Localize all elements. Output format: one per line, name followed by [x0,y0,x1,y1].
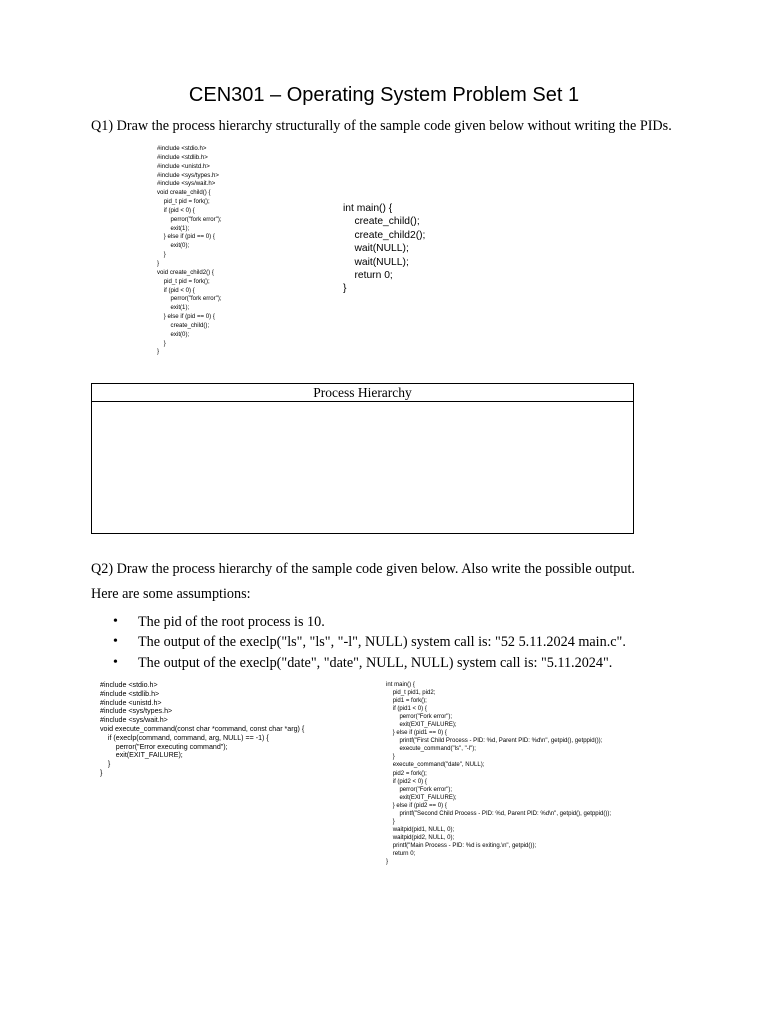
q2-code-main: int main() { pid_t pid1, pid2; pid1 = fork(); if (pid1 < 0) { perror("Fork error"); exit(EXIT_FAILURE); } else if (pid1 == 0) { printf("First Child Process - PID: %d, Parent PID: %d\n", getpid(), getppid()); execute_command("ls", "-l"); } execute_command("date", NULL); pid2 = fork(); if (pid2 < 0) { perror("Fork error"); exit(EXIT_FAILURE); } else if (pid2 == 0) { printf("Second Child Process - PID: %d, Parent PID: %d\n", getpid(), getppid()); } waitpid(pid1, NULL, 0); waitpid(pid2, NULL, 0); printf("Main Process - PID: %d is exiting.\n", getpid()); return 0; } [386,682,612,866]
assumption-item: • The output of the execlp("ls", "ls", "-l", NULL) system call is: "52 5.11.2024 main.c". [113,632,626,652]
assumptions-list [113,612,626,673]
question-1-text: Q1) Draw the process hierarchy structurally of the sample code given below without writing the PIDs. [91,118,672,134]
q1-code-functions: #include <stdio.h> #include <stdlib.h> #include <unistd.h> #include <sys/types.h> #include <sys/wait.h> void create_child() { pid_t pid = fork(); if (pid < 0) { perror("fork error"); exit(1); } else if (pid == 0) { exit(0); } } void create_child2() { pid_t pid = fork(); if (pid < 0) { perror("fork error"); exit(1); } else if (pid == 0) { create_child(); exit(0); } } [157,145,222,356]
q2-code-helpers: #include <stdio.h> #include <stdlib.h> #include <unistd.h> #include <sys/types.h> #include <sys/wait.h> void execute_command(const char *command, const char *arg) { if (execlp(command, command, arg, NULL) == -1) { perror("Error executing command"); exit(EXIT_FAILURE); } } [100,681,305,777]
document-title: CEN301 – Operating System Problem Set 1 [188,84,580,106]
q1-code-main: int main() { create_child(); create_child2(); wait(NULL); wait(NULL); return 0; } [343,203,426,295]
assumptions-intro: Here are some assumptions: [91,586,251,602]
assumption-item: • The output of the execlp("date", "date", NULL, NULL) system call is: "5.11.2024". [113,653,626,673]
assumption-item: • The pid of the root process is 10. [113,612,626,632]
process-hierarchy-title: Process Hierarchy [92,384,633,402]
question-2-text: Q2) Draw the process hierarchy of the sample code given below. Also write the possible output. [91,561,635,577]
process-hierarchy-box [91,383,634,534]
